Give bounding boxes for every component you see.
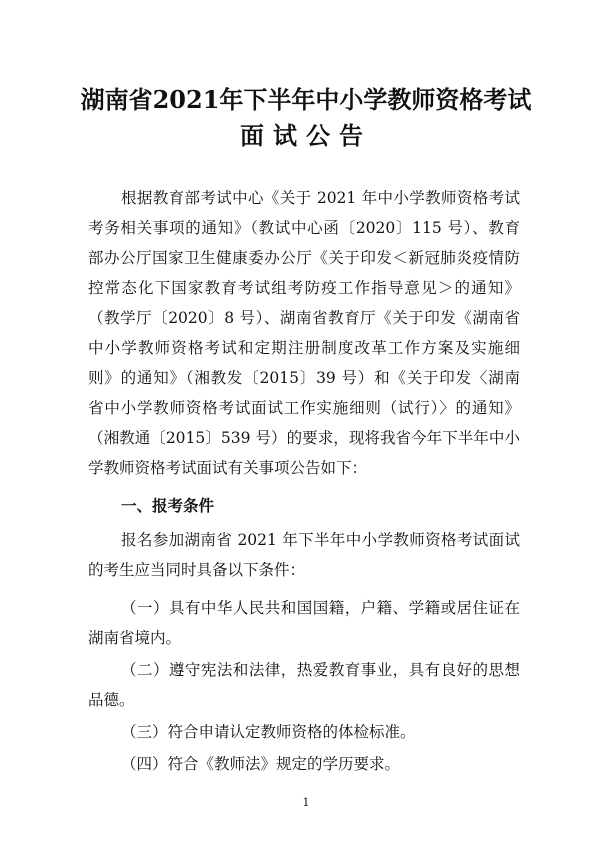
document-title: 湖南省2021年下半年中小学教师资格考试 [80, 85, 532, 114]
section-paragraph-line: 的考生应当同时具备以下条件： [88, 561, 306, 579]
intro-line: （教学厅〔2020〕8 号）、湖南省教育厅《关于印发《湖南省 [88, 309, 520, 327]
intro-line: 学教师资格考试面试有关事项公告如下： [88, 459, 368, 477]
condition-item-line: 湖南省境内。 [88, 629, 182, 647]
condition-item-line: （三）符合申请认定教师资格的体检标准。 [121, 723, 416, 741]
intro-line: 中小学教师资格考试和定期注册制度改革工作方案及实施细 [88, 339, 520, 357]
document-subtitle: 面试公告 [240, 121, 372, 150]
section-heading: 一、报考条件 [121, 497, 215, 515]
intro-line: 根据教育部考试中心《关于 2021 年中小学教师资格考试 [121, 189, 520, 207]
condition-item-line: （四）符合《教师法》规定的学历要求。 [121, 755, 401, 773]
condition-item-line: （一）具有中华人民共和国国籍，户籍、学籍或居住证在 [121, 599, 520, 617]
intro-line: 部办公厅国家卫生健康委办公厅《关于印发＜新冠肺炎疫情防 [88, 249, 520, 267]
intro-line: （湘教通〔2015〕539 号）的要求，现将我省今年下半年中小 [88, 429, 520, 447]
intro-line: 考务相关事项的通知》（教试中心函〔2020〕115 号）、教育 [88, 219, 520, 237]
page-number: 1 [302, 796, 310, 809]
condition-item-line: （二）遵守宪法和法律，热爱教育事业，具有良好的思想 [121, 661, 520, 679]
section-paragraph-line: 报名参加湖南省 2021 年下半年中小学教师资格考试面试 [121, 531, 520, 549]
intro-line: 省中小学教师资格考试面试工作实施细则（试行）〉的通知》 [88, 399, 520, 417]
intro-line: 则》的通知》（湘教发〔2015〕39 号）和《关于印发〈湖南 [88, 369, 520, 387]
intro-line: 控常态化下国家教育考试组考防疫工作指导意见＞的通知》 [88, 279, 520, 297]
condition-item-line: 品德。 [88, 691, 135, 709]
